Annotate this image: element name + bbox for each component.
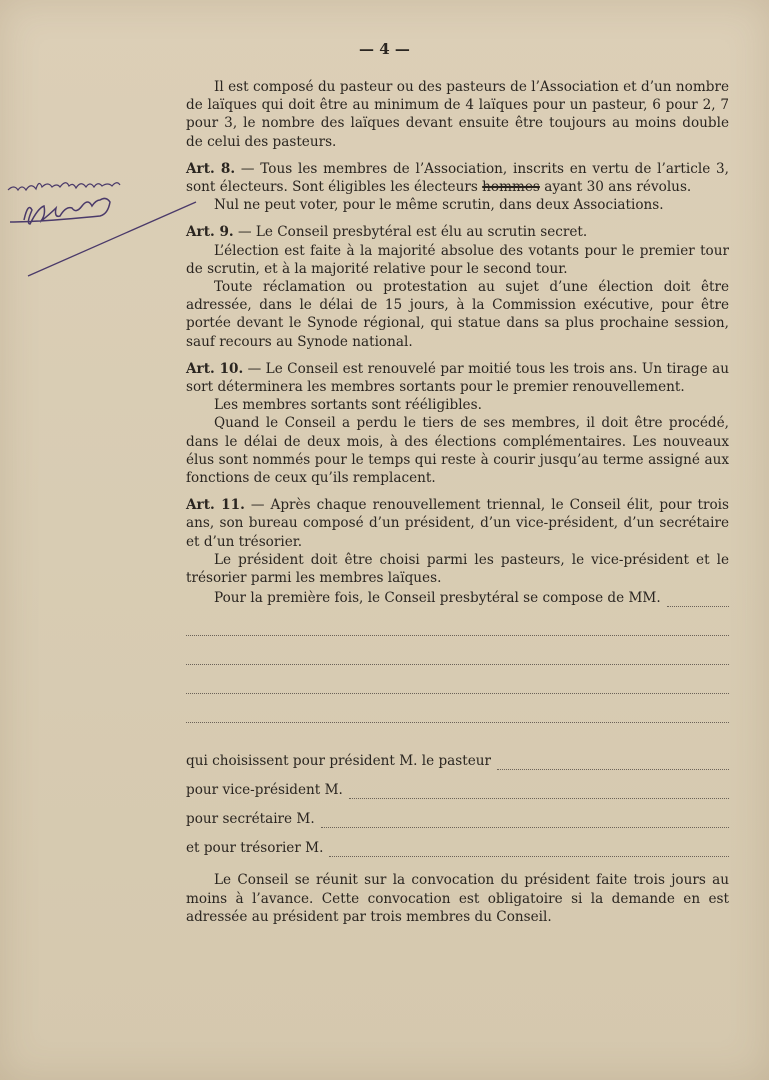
article-text: — Tous les membres de l’Association, inscrits en vertu de l’article 3, sont électeurs. Sont éligibles les électeurs (186, 160, 729, 196)
article-9-paragraph: L’élection est faite à la majorité absolue des votants pour le premier tour de scrutin, et à la majorité relative pour le second tour. (186, 242, 729, 277)
blank-member-line[interactable] (186, 694, 729, 723)
article-label: Art. 9. (186, 224, 234, 241)
paragraph-composition: Il est composé du pasteur ou des pasteurs de l’Association et d’un nombre de laïques qui doit être au minimum de 4 laïques pour un pasteur, 6 pour 2, 7 pour 3, le nombre des laïques devant ensuite être toujours au moins double de celui des pasteurs. (186, 79, 729, 150)
vice-president-label: pour vice-président M. (186, 782, 343, 799)
signature-scrawl (10, 198, 110, 224)
treasurer-label: et pour trésorier M. (186, 840, 324, 857)
article-10-paragraph: Quand le Conseil a perdu le tiers de ses membres, il doit être procédé, dans le délai de deux mois, à des élections complémentaires. Les nouveaux élus sont nommés pour le temps qui reste à courir jusqu’au terme assigné aux fonctions de ceux qu’ils remplacent. (186, 415, 729, 487)
secretary-fill-line[interactable] (321, 814, 729, 828)
members-label: Pour la première fois, le Conseil presbytéral se compose de MM. (214, 590, 661, 607)
blank-member-line[interactable] (186, 607, 729, 636)
president-line (186, 741, 729, 770)
article-text: — Après chaque renouvellement triennal, le Conseil élit, pour trois ans, son bureau composé d’un président, d’un vice-président, d’un secrétaire et d’un trésorier. (186, 497, 730, 550)
blank-member-line[interactable] (186, 665, 729, 694)
article-11 (186, 496, 729, 551)
secretary-label: pour secrétaire M. (186, 811, 315, 828)
secretary-line (186, 799, 729, 828)
treasurer-fill-line[interactable] (329, 843, 729, 857)
struck-word: hommes (482, 179, 540, 196)
article-label: Art. 10. (186, 360, 244, 377)
president-label: qui choisissent pour président M. le pasteur (186, 753, 492, 770)
page-number: — 4 — (359, 40, 410, 58)
article-label: Art. 8. (186, 160, 236, 177)
article-label: Art. 11. (186, 497, 245, 514)
article-text: — Le Conseil presbytéral est élu au scrutin secret. (233, 224, 588, 241)
article-9-paragraph: Toute réclamation ou protestation au sujet d’une élection doit être adressée, dans le délai de 15 jours, à la Commission exécutive, pour être portée devant le Synode régional, qui statue dans sa plus prochaine session, sauf recours au Synode national. (186, 279, 729, 350)
vice-president-fill-line[interactable] (349, 785, 729, 799)
treasurer-line (186, 828, 729, 857)
president-fill-line[interactable] (497, 756, 729, 770)
article-8-paragraph: Nul ne peut voter, pour le même scrutin, dans deux Associations. (214, 197, 664, 214)
article-11-paragraph: Le président doit être choisi parmi les pasteurs, le vice-président et le trésorier parmi les membres laïques. (186, 551, 729, 587)
members-fill-line[interactable] (667, 593, 729, 607)
article-text: — Le Conseil est renouvelé par moitié tous les trois ans. Un tirage au sort déterminera les membres sortants pour le premier renouvellement. (186, 360, 729, 396)
vice-president-line (186, 770, 729, 799)
margin-annotation (0, 168, 200, 278)
document-body (186, 78, 729, 926)
article-10 (186, 360, 729, 396)
closing-paragraph: Le Conseil se réunit sur la convocation du président faite trois jours au moins à l’avance. Cette convocation est obligatoire si la demande en est adressée au président par trois membres du Conseil. (186, 872, 729, 925)
article-9 (186, 223, 729, 241)
blank-member-line[interactable] (186, 636, 729, 665)
handwritten-note (8, 183, 120, 190)
article-8 (186, 160, 729, 196)
article-10-paragraph: Les membres sortants sont rééligibles. (214, 397, 482, 414)
article-text: ayant 30 ans révolus. (539, 179, 692, 196)
annotation-stroke (28, 202, 196, 276)
members-line (186, 589, 729, 607)
